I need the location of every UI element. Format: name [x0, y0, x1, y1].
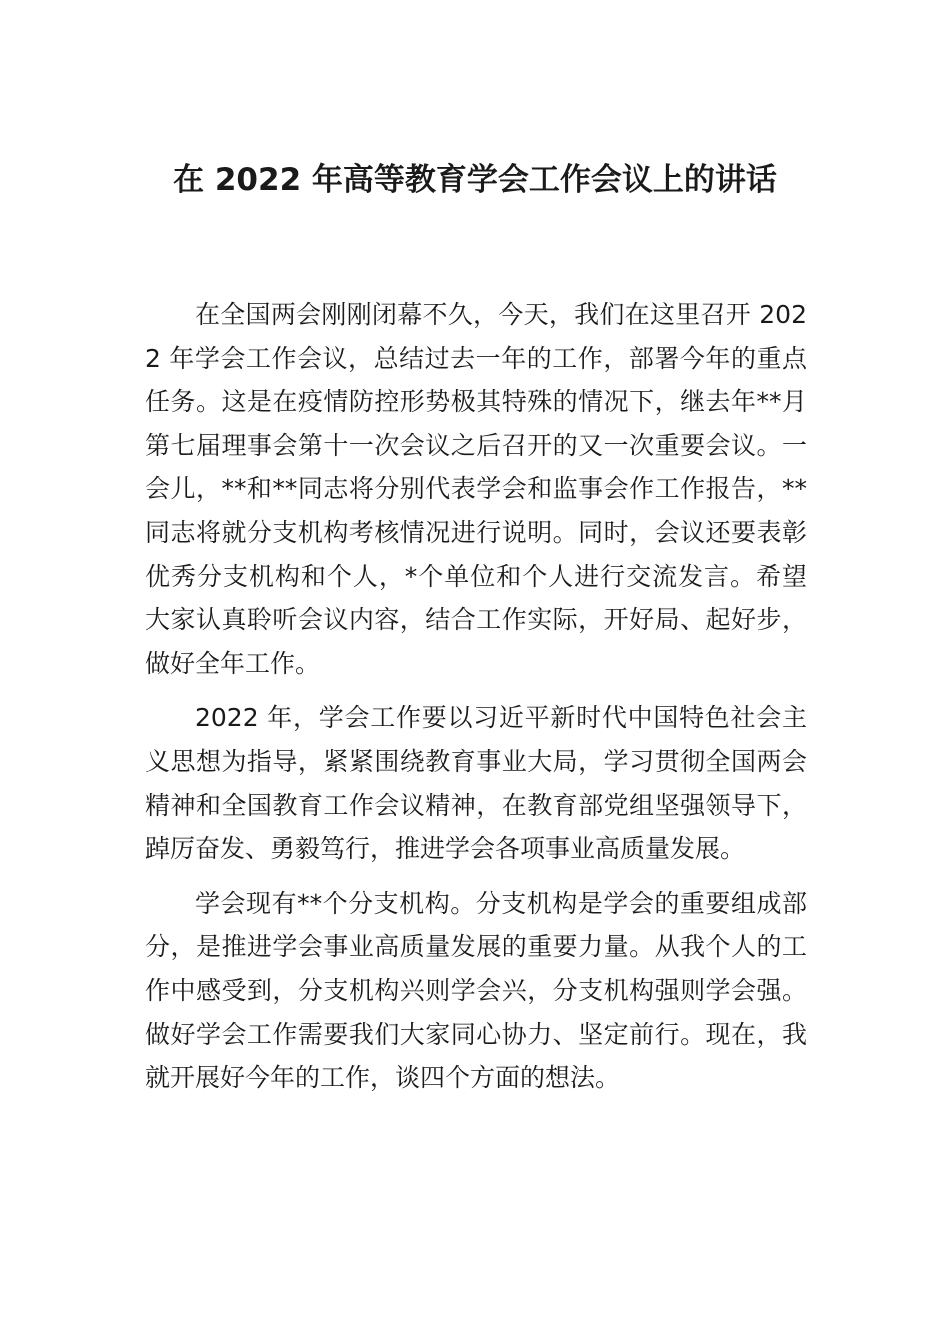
paragraph-3: 学会现有**个分支机构。分支机构是学会的重要组成部分，是推进学会事业高质量发展的重要力量。从我个人的工作中感受到，分支机构兴则学会兴，分支机构强则学会强。做好学会工作需要我们大家同心协力、坚定前行。现在，我就开展好今年的工作，谈四个方面的想法。: [145, 888, 807, 1093]
paragraph-1: 在全国两会刚刚闭幕不久，今天，我们在这里召开 2022 年学会工作会议，总结过去一年的工作，部署今年的重点任务。这是在疫情防控形势极其特殊的情况下，继去年**月第七届理事会第十一次会议之后召开的又一次重要会议。一会儿，**和**同志将分别代表学会和监事会作工作报告，**同志将就分支机构考核情况进行说明。同时，会议还要表彰优秀分支机构和个人，*个单位和个人进行交流发言。希望大家认真聆听会议内容，结合工作实际，开好局、起好步，做好全年工作。: [145, 300, 807, 678]
document-body: [145, 293, 807, 1100]
document-title: 在 2022 年高等教育学会工作会议上的讲话: [173, 162, 777, 198]
paragraph-2: 2022 年，学会工作要以习近平新时代中国特色社会主义思想为指导，紧紧围绕教育事业大局，学习贯彻全国两会精神和全国教育工作会议精神，在教育部党组坚强领导下，踔厉奋发、勇毅笃行，推进学会各项事业高质量发展。: [145, 703, 807, 864]
